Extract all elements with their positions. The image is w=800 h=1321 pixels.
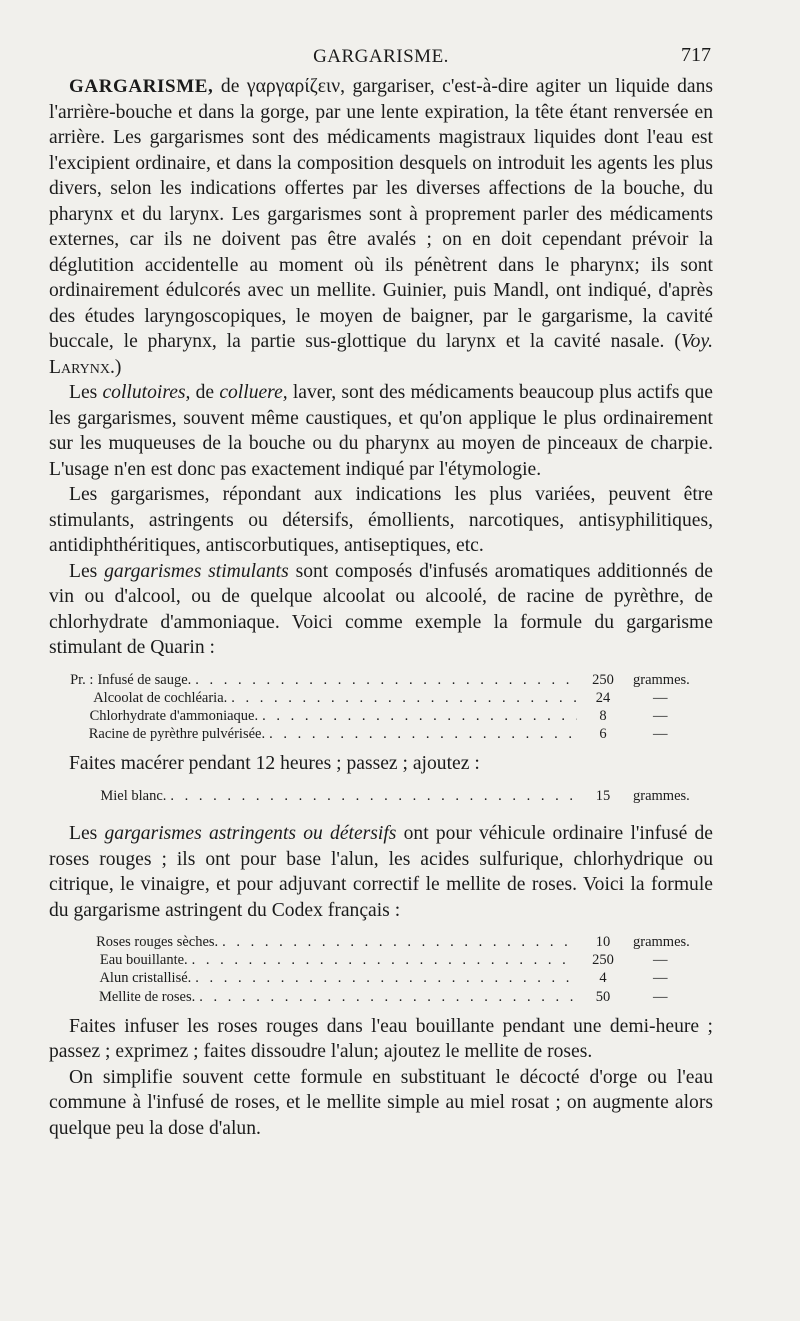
formula-row [49,969,713,987]
paragraph-infusion: Faites infuser les roses rouges dans l'eau bouillante pendant une demi-heure ; passez ; exprimez ; faites dissoudre l'alun; ajoutez le mellite de roses. [49,1015,713,1063]
page [49,40,713,1141]
ingredient-quantity: 6 [599,726,607,743]
term-colluere: colluere, [219,382,288,403]
paragraph-lead: Les [69,382,103,403]
formula-codex [49,933,713,1006]
ingredient-unit: — [653,726,668,743]
formula-row [49,689,713,707]
ingredient-unit: grammes. [633,787,690,804]
ingredient-quantity: 10 [595,934,611,951]
dot-leader [227,689,577,707]
dot-leader [166,787,577,805]
ingredient-unit: — [653,970,668,987]
paragraph-lead: Les [69,560,105,582]
paragraph-text: laver, sont des médicaments beaucoup plus actifs que les gargarismes, souvent même caustiques, et qu'on applique le plus ordinairement sur les muqueuses de la bouche ou du pharynx au moyen de pinceaux de charpie. L'usage n'en est donc pas exactement indiqué par l'étymologie. [49,382,713,480]
ingredient-name: Chlorhydrate d'ammoniaque. [89,707,259,724]
paragraph-maceration: Faites macérer pendant 12 heures ; passez ; ajoutez : [69,753,480,775]
ingredient-unit: — [653,988,668,1005]
formula-row [49,671,713,689]
ingredient-name: Alcoolat de cochléaria. [93,689,228,706]
paragraph-simplification: On simplifie souvent cette formule en substituant le décocté d'orge ou l'eau commune à l'infusé de roses, et le mellite simple au miel rosat ; on augmente alors quelque peu la dose d'alun. [49,1066,713,1139]
paragraph-connector: de [190,382,220,403]
ingredient-quantity: 50 [595,988,611,1005]
article-body [49,74,713,1141]
formula-quarin [49,671,713,744]
paragraph-collutoires [49,380,713,482]
ingredient-name: Racine de pyrèthre pulvérisée. [88,726,266,743]
dot-leader [265,725,577,743]
paragraph-text: sont composés d'infusés aromatiques additionnés de vin ou d'alcool, ou de quelque alcoolat ou alcoolé, de racine de pyrèthre, de chlorhydrate d'ammoniaque. Voici comme exemple la formule du gargarisme stimulant de Quarin : [49,560,713,658]
ingredient-quantity: 15 [595,787,611,804]
dot-leader [191,969,577,987]
cross-reference-target: Larynx.) [49,356,122,378]
paragraph-types: Les gargarismes, répondant aux indications les plus variées, peuvent être stimulants, astringents ou détersifs, émollients, narcotiques, antisyphilitiques, antidiphthéritiques, antiscorbutiques, antiseptiques, etc. [49,484,713,556]
running-title: GARGARISME. [313,46,449,67]
paragraph-lead: Les [69,823,105,845]
paragraph-stimulants [49,559,713,661]
ingredient-name: Roses rouges sèches. [96,934,219,951]
ingredient-name: Alun cristallisé. [99,970,192,987]
dot-leader [258,707,577,725]
ingredient-unit: — [653,707,668,724]
running-header [49,40,713,74]
ingredient-quantity: 8 [599,707,607,724]
ingredient-name: Mellite de roses. [98,988,196,1005]
ingredient-unit: — [653,952,668,969]
paragraph-text: ont pour véhicule ordinaire l'infusé de roses rouges ; ils ont pour base l'alun, les acides sulfurique, chlorhydrique ou citrique, le vinaigre, et pour adjuvant correctif le mellite de roses. Voici la formule du gargarisme astringent du Codex français : [49,823,713,921]
ingredient-unit: grammes. [633,934,690,951]
paragraph-definition [49,74,713,380]
formula-row [49,951,713,969]
ingredient-unit: — [653,689,668,706]
formula-row [49,787,713,805]
dot-leader [188,951,577,969]
formula-prefix: Pr. : [70,671,94,688]
formula-miel [49,787,713,805]
term-gargarismes-astringents: gargarismes astringents ou détersifs [104,823,397,845]
ingredient-name: Eau bouillante. [99,952,188,969]
formula-row [49,988,713,1006]
formula-row [49,707,713,725]
ingredient-quantity: 24 [595,689,611,706]
formula-row [49,725,713,743]
term-gargarismes-stimulants: gargarismes stimulants [104,560,289,582]
paragraph-text: de γαργαρίζειν, gargariser, c'est-à-dire agiter un liquide dans l'arrière-bouche et dans la gorge, par une lente expiration, la tête étant renversée en arrière. Les gargarismes sont des médicaments magistraux liquides dont l'eau est l'excipient ordinaire, et dans la composition desquels on introduit les agents les plus divers, selon les indications offertes par les diverses affections de la bouche, du pharynx et du larynx. Les gargarismes sont à proprement parler des médicaments externes, car ils ne doivent pas être avalés ; on en doit cependant prévoir la déglutition accidentelle au moment où ils pénètrent dans le pharynx; ils sont ordinairement édulcorés avec un mellite. Guinier, puis Mandl, ont indiqué, d'après des études laryngoscopiques, le moyen de baigner, par le gargarisme, la cavité buccale, le pharynx, la partie sus-glottique du larynx et la cavité nasale. ( [49,76,713,352]
ingredient-unit: grammes. [633,671,690,688]
ingredient-quantity: 250 [592,671,614,688]
dot-leader [218,933,577,951]
ingredient-quantity: 250 [592,952,614,969]
ingredient-quantity: 4 [599,970,607,987]
paragraph-astringents [49,821,713,923]
term-collutoires: collutoires, [102,382,191,403]
formula-row [49,933,713,951]
page-number: 717 [681,44,711,66]
dot-leader [195,988,577,1006]
dot-leader [191,671,577,689]
headword: GARGARISME, [69,76,214,97]
cross-reference-voy: Voy. [680,331,713,352]
ingredient-name: Miel blanc. [100,787,167,804]
ingredient-name: Infusé de sauge. [97,671,192,688]
